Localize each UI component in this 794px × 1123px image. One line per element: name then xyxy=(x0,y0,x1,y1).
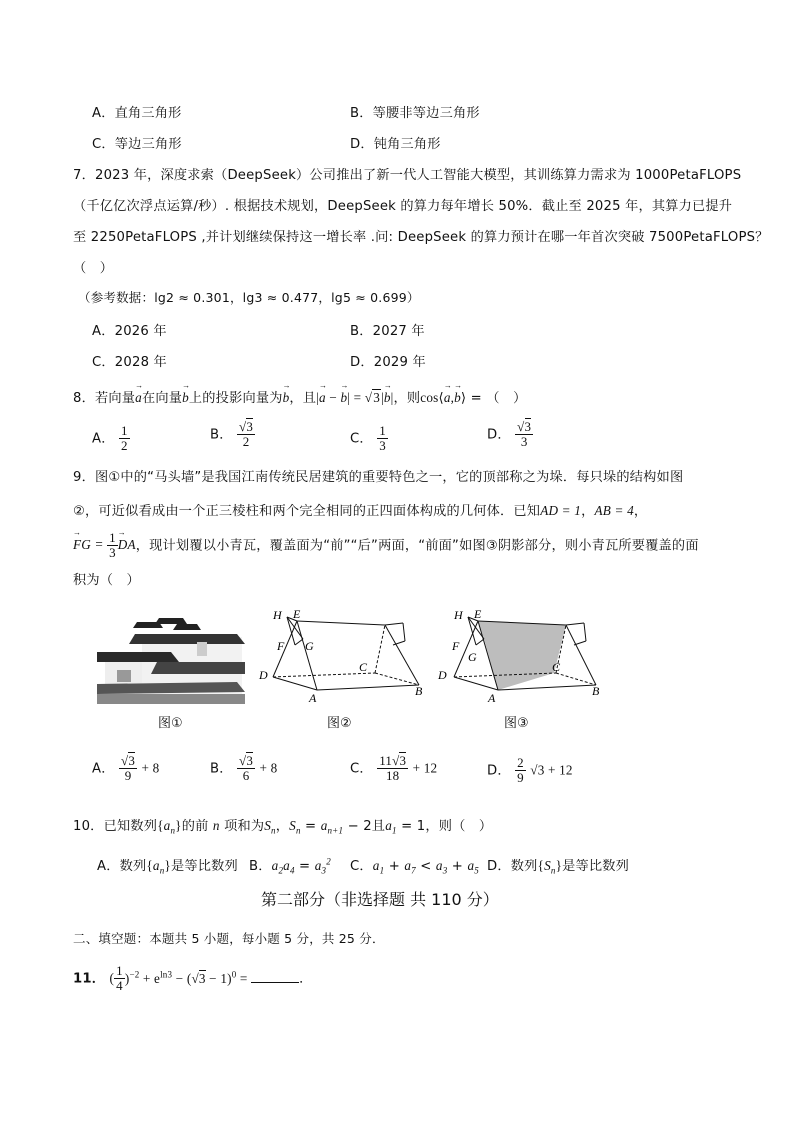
q9-option-d: D． $\frac{2}{9}$ √3 + 12 xyxy=(487,755,573,785)
section-header-fill-blank: 二、填空题：本题共 5 小题，每小题 5 分，共 25 分． xyxy=(73,931,385,946)
denominator: 18 xyxy=(385,768,400,783)
q8-stem-part: 上的投影向量为 xyxy=(188,391,283,406)
option-label: C． xyxy=(350,431,373,447)
q6-option-d: D．钝角三角形 xyxy=(350,137,441,152)
q9-ad-value: AD = 1 xyxy=(540,503,582,518)
q6-option-a: A．直角三角形 xyxy=(92,106,182,121)
option-expr: + 8 xyxy=(259,760,278,776)
option-label: D． xyxy=(487,427,511,443)
q8-stem xyxy=(73,387,526,406)
label-f: F xyxy=(277,639,285,653)
q7-stem-line3: 至 2250PetaFLOPS ,并计划继续保持这一增长率 .问: DeepSeek 的算力预计在哪一年首次突破 7500PetaFLOPS？ xyxy=(73,230,769,245)
label-f: F xyxy=(452,639,460,653)
q8-option-a xyxy=(92,424,130,453)
vector-a: → a xyxy=(135,390,142,406)
q10-stem-part: 10．已知数列 xyxy=(73,819,158,834)
fraction: $\frac{11√3}{18}$ xyxy=(379,753,407,783)
label-h: H xyxy=(454,608,463,622)
option-label: D．数列 xyxy=(487,859,538,874)
q10-stem-part: ，则（ ） xyxy=(425,819,493,834)
numerator: 2 xyxy=(517,755,524,770)
q9-option-a xyxy=(92,754,159,783)
q9-stem-line4: 积为（ ） xyxy=(73,573,140,588)
q8-option-b xyxy=(210,420,255,449)
numerator: 1 xyxy=(379,423,386,438)
q9-option-c xyxy=(350,754,437,783)
label-e: E xyxy=(474,607,482,621)
option-text: 是等比数列 xyxy=(562,859,630,874)
option-label: A． xyxy=(92,431,115,447)
q9-stem-part: ②，可近似看成由一个正三棱柱和两个完全相同的正四面体构成的几何体．已知 xyxy=(73,504,541,519)
figure-3-caption: 图③ xyxy=(504,716,529,731)
q7-option-c: C．2028 年 xyxy=(92,355,167,370)
q7-stem-line1: 7．2023 年，深度求索（DeepSeek）公司推出了新一代人工智能大模型，其训练算力需求为 1000PetaFLOPS xyxy=(73,168,742,183)
q8-option-d xyxy=(487,420,533,449)
option-label: A．数列 xyxy=(97,859,147,874)
q8-stem-part: ，则 xyxy=(393,391,421,406)
part-two-title: 第二部分（非选择题 共 110 分） xyxy=(261,890,499,909)
q8-stem-part: 8．若向量 xyxy=(73,391,136,406)
q8-stem-part: ，且 xyxy=(289,391,317,406)
q10-stem-part: 的前 xyxy=(181,819,209,834)
figure-1-photo xyxy=(97,612,245,704)
q8-option-c xyxy=(350,424,388,453)
denominator: 9 xyxy=(517,770,524,785)
q8-stem-part: = （ ） xyxy=(466,391,527,406)
numerator: √3 xyxy=(517,419,532,434)
vector-b: → b xyxy=(283,390,290,406)
fraction xyxy=(119,424,130,453)
fraction xyxy=(237,420,255,449)
q8-stem-part: 在向量 xyxy=(141,391,183,406)
q10-option-d: D．数列$\{S_n\}$是等比数列 xyxy=(487,858,630,876)
shaded-front-face xyxy=(478,621,566,690)
q8-cos-expr: cos⟨→ a,→ b⟩ xyxy=(420,390,466,405)
q7-option-b: B．2027 年 xyxy=(350,324,425,339)
fraction: $\frac{√3}{6}$ xyxy=(239,753,254,783)
label-c: C xyxy=(359,660,368,674)
label-e: E xyxy=(293,607,301,621)
q10-option-a: A．数列$\{a_n\}$是等比数列 xyxy=(97,858,238,876)
denominator: 2 xyxy=(121,438,128,453)
fraction: $\frac{√3}{9}$ xyxy=(121,753,136,783)
label-h: H xyxy=(273,608,282,622)
q8-condition: |→ a − → b| = √3|→ b| xyxy=(316,390,393,405)
vector-b: → b xyxy=(182,390,189,406)
option-text: 是等比数列 xyxy=(170,859,238,874)
label-g: G xyxy=(305,639,314,653)
option-expr: + 8 xyxy=(141,760,160,776)
figure-2-caption: 图② xyxy=(327,716,352,731)
label-d: D xyxy=(438,668,447,682)
q7-reference-data: （参考数据：lg2 ≈ 0.301，lg3 ≈ 0.477，lg5 ≈ 0.699） xyxy=(78,290,420,305)
label-b: B xyxy=(415,684,423,698)
option-label: B． xyxy=(210,427,233,443)
q9-ab-value: AB = 4 xyxy=(594,503,634,518)
numerator: 1 xyxy=(121,423,128,438)
q9-stem-part: ，现计划覆以小青瓦，覆盖面为“前”“后”两面，“前面”如图③阴影部分，则小青瓦所要覆盖的面 xyxy=(135,538,699,554)
q10-stem-part: 项和为 xyxy=(224,819,265,834)
figure-3-solid xyxy=(436,605,611,705)
option-expr: + 12 xyxy=(412,760,438,776)
label-a: A xyxy=(488,691,496,705)
denominator: 6 xyxy=(242,768,250,783)
figure-1-caption: 图① xyxy=(158,716,183,731)
option-label: C． xyxy=(350,761,373,777)
option-expr: 3 + 12 xyxy=(537,762,573,778)
q10-option-c: C．$a_1 + a_7 < a_3 + a_5$ xyxy=(350,858,479,876)
q10-stem: 10．已知数列$\{a_n\}$的前 n 项和为$S_n$，$S_n = a_{n+1} - 2$且$a_1 = 1$，则（ ） xyxy=(73,818,493,836)
q9-option-b xyxy=(210,754,277,783)
q9-stem-line1: 9．图①中的“马头墙”是我国江南传统民居建筑的重要特色之一，它的顶部称之为垛．每只垛的结构如图 xyxy=(73,470,684,485)
option-label: D． xyxy=(487,763,511,779)
label-c: C xyxy=(552,660,561,674)
option-label: B． xyxy=(210,761,233,777)
fraction xyxy=(377,424,388,453)
fraction xyxy=(515,756,526,785)
numerator: √3 xyxy=(239,419,254,434)
label-b: B xyxy=(592,684,600,698)
q10-stem-part: 且 xyxy=(371,819,386,834)
denominator: 3 xyxy=(520,434,528,449)
denominator: 3 xyxy=(379,438,386,453)
figure-2-solid xyxy=(255,605,435,705)
option-label: A． xyxy=(92,761,115,777)
q9-vector-equation: → FG = $\frac{1}{3}$ → DA xyxy=(73,531,136,560)
q9-stem-line2: ②，可近似看成由一个正三棱柱和两个完全相同的正四面体构成的几何体．已知AD = 1，AB = 4， xyxy=(73,503,648,519)
q6-option-c: C．等边三角形 xyxy=(92,137,182,152)
q10-option-b: B．$a_2a_4 = a_3^2$ xyxy=(249,856,331,876)
option-label: B． xyxy=(249,859,272,874)
q11-label: 11． xyxy=(73,971,106,987)
q7-option-a: A．2026 年 xyxy=(92,324,167,339)
label-d: D xyxy=(259,668,268,682)
q7-option-d: D．2029 年 xyxy=(350,355,426,370)
label-g: G xyxy=(468,650,477,664)
q11-stem: 11． ( $\frac{1}{4}$ )$^{-2} + e^{ln3} - (√3 - 1)^0$ = ． xyxy=(73,963,313,993)
denominator: 9 xyxy=(124,768,132,783)
option-label: C． xyxy=(350,859,373,874)
q6-option-b: B．等腰非等边三角形 xyxy=(350,106,480,121)
denominator: 2 xyxy=(242,434,250,449)
q7-stem-line2: （千亿亿次浮点运算/秒）. 根据技术规划，DeepSeek 的算力每年增长 50%．截止至 2025 年，其算力已提升 xyxy=(73,199,733,214)
answer-blank[interactable] xyxy=(251,970,299,983)
label-a: A xyxy=(309,691,317,705)
q7-answer-paren: （ ） xyxy=(73,261,114,276)
fraction xyxy=(515,420,533,449)
q9-stem-line3 xyxy=(73,531,699,560)
